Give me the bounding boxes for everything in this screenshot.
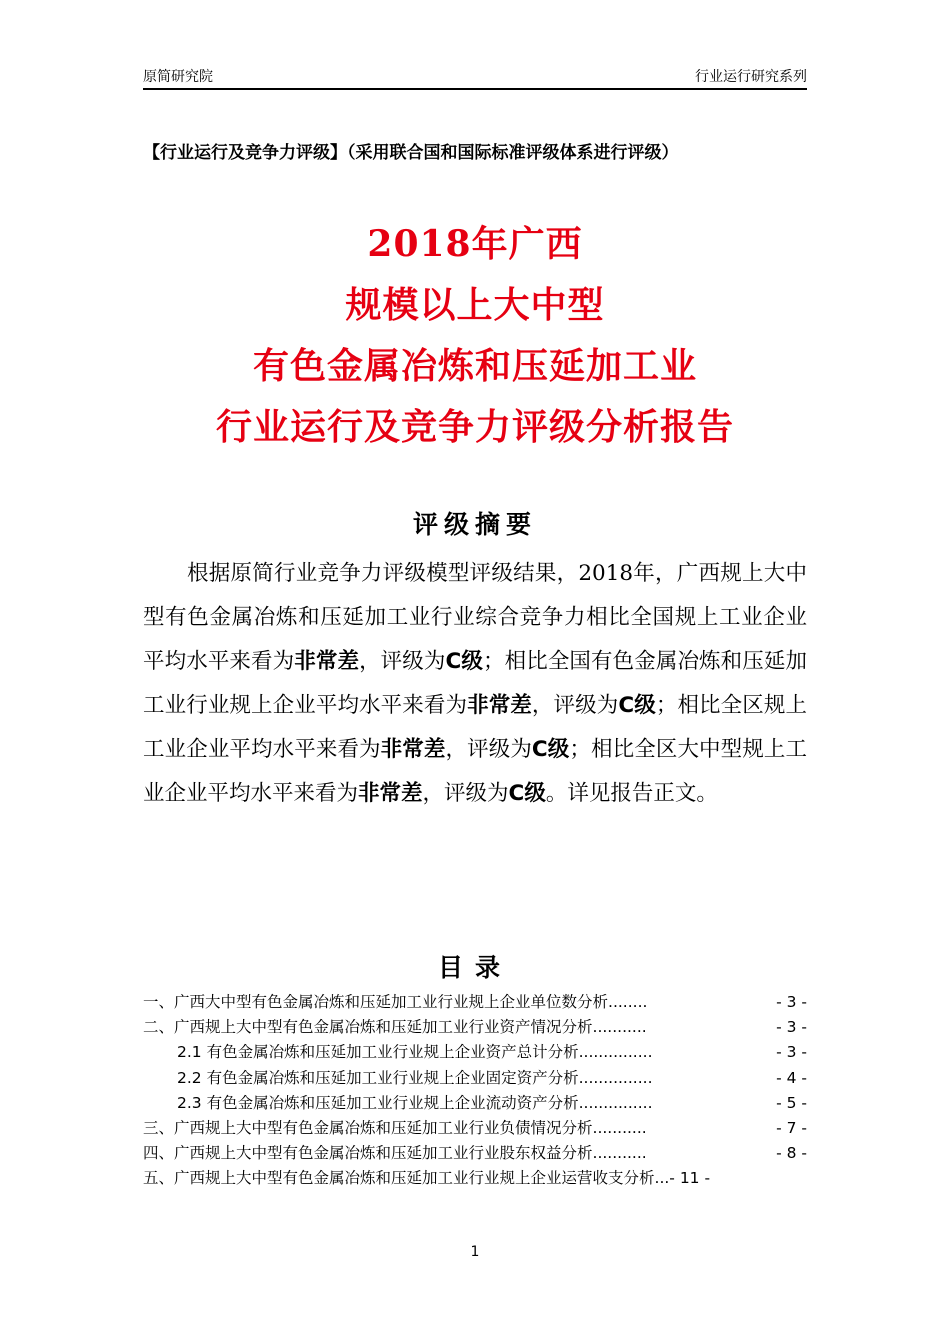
title-line-1: 2018年广西 [367, 223, 583, 265]
toc-leader-dots: ........... [592, 1144, 647, 1163]
toc-item-title: 三、广西规上大中型有色金属冶炼和压延加工业行业负债情况分析 [143, 1119, 593, 1138]
toc-item[interactable] [143, 1015, 807, 1040]
rating-grade: C级 [618, 693, 656, 718]
summary-seg: ，评级为 [531, 693, 619, 718]
summary-seg: ，评级为 [445, 737, 532, 762]
toc-item[interactable] [143, 990, 807, 1015]
toc-item-page: - 3 - [776, 993, 807, 1011]
toc-item[interactable] [143, 1141, 807, 1166]
rating-verdict: 非常差 [294, 649, 360, 674]
toc-item-page: - 3 - [776, 1018, 807, 1037]
toc-item-title: 2.2 有色金属冶炼和压延加工业行业规上企业固定资产分析 [177, 1068, 579, 1087]
toc-item-page: - 3 - [776, 1043, 807, 1062]
title-line-3: 有色金属冶炼和压延加工业 [252, 345, 697, 387]
toc-leader-dots: ... [654, 1169, 670, 1188]
header-divider [143, 88, 807, 90]
summary-seg: ；相比全国有色金属冶炼和压延加工业行业规上企业平均水平来看为 [143, 649, 807, 718]
rating-grade: C级 [445, 649, 483, 674]
summary-paragraph [143, 552, 807, 816]
toc-item-title: 一、广西大中型有色金属冶炼和压延加工业行业规上企业单位数分析 [143, 993, 609, 1011]
toc-leader-dots: ............... [578, 1093, 653, 1112]
rating-verdict: 非常差 [467, 693, 532, 718]
toc-item-title: 2.1 有色金属冶炼和压延加工业行业规上企业资产总计分析 [177, 1043, 579, 1062]
toc-item-page: - 7 - [776, 1119, 807, 1138]
toc-leader-dots: ............... [578, 1043, 653, 1062]
toc-heading: 目录 [437, 953, 512, 982]
toc-item-page: - 11 - [669, 1169, 711, 1188]
header-left-org: 原简研究院 [143, 69, 213, 85]
toc-leader-dots: ........... [592, 1119, 647, 1138]
header-right-series: 行业运行研究系列 [695, 69, 807, 85]
title-line-4: 行业运行及竞争力评级分析报告 [215, 406, 734, 448]
toc-item[interactable] [143, 1116, 807, 1141]
toc-subitem[interactable] [143, 1040, 807, 1065]
summary-seg: ；相比全区大中型规上工业企业平均水平来看为 [143, 737, 807, 806]
summary-seg: ，评级为 [359, 649, 446, 674]
toc-item-title: 五、广西规上大中型有色金属冶炼和压延加工业行业规上企业运营收支分析 [143, 1169, 655, 1188]
toc-item-page: - 4 - [776, 1068, 807, 1087]
table-of-contents [143, 990, 807, 1192]
page-number: 1 [470, 1244, 480, 1260]
toc-item-title: 2.3 有色金属冶炼和压延加工业行业规上企业流动资产分析 [177, 1093, 579, 1112]
toc-item-title: 二、广西规上大中型有色金属冶炼和压延加工业行业资产情况分析 [143, 1018, 593, 1037]
toc-leader-dots: ........... [592, 1018, 647, 1037]
summary-seg: 。详见报告正文。 [545, 781, 718, 806]
rating-verdict: 非常差 [380, 737, 446, 762]
rating-description: 【行业运行及竞争力评级】（采用联合国和国际标准评级体系进行评级） [143, 143, 679, 163]
rating-grade: C级 [508, 781, 546, 806]
summary-heading: 评级摘要 [412, 510, 537, 539]
toc-subitem[interactable] [143, 1091, 807, 1116]
summary-seg: ；相比全区规上工业企业平均水平来看为 [143, 693, 807, 762]
title-line-2: 规模以上大中型 [345, 284, 605, 326]
rating-verdict: 非常差 [358, 781, 423, 806]
toc-item-page: - 5 - [776, 1093, 807, 1112]
toc-leader-dots: ............... [578, 1068, 653, 1087]
toc-item-title: 四、广西规上大中型有色金属冶炼和压延加工业行业股东权益分析 [143, 1144, 593, 1163]
toc-leader-dots: ........ [608, 993, 648, 1011]
report-title [0, 214, 950, 458]
summary-seg: 根据原简行业竞争力评级模型评级结果，2018年，广西规上大中型有色金属冶炼和压延加工业行业综合竞争力相比全国规上工业企业平均水平来看为 [143, 561, 807, 674]
toc-item-page: - 8 - [776, 1144, 807, 1163]
rating-grade: C级 [531, 737, 570, 762]
toc-item[interactable] [143, 1166, 807, 1191]
summary-seg: ，评级为 [422, 781, 509, 806]
toc-subitem[interactable] [143, 1066, 807, 1091]
